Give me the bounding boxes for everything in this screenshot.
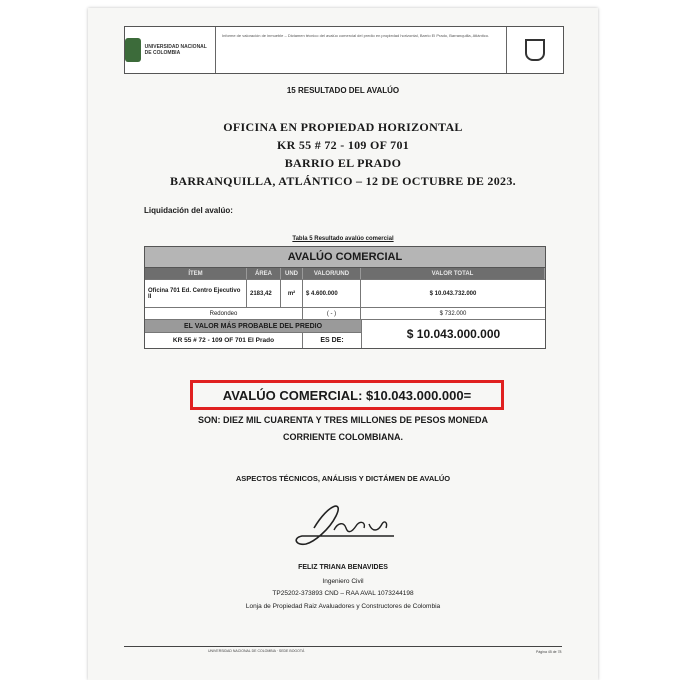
signature-image bbox=[274, 498, 414, 552]
header-cell: VALOR TOTAL bbox=[361, 268, 545, 279]
unit-cell: m² bbox=[281, 280, 303, 307]
es-de-label: ES DE: bbox=[320, 337, 344, 344]
item-cell: Oficina 701 Ed. Centro Ejecutivo II bbox=[145, 280, 247, 307]
address-row bbox=[145, 333, 361, 348]
amount-in-words-line: CORRIENTE COLOMBIANA. bbox=[283, 432, 403, 442]
shield-icon bbox=[525, 39, 545, 61]
header-body-text: Informe de valoración de inmueble – Dictamen técnico del avalúo comercial del predio en propiedad horizontal, Barrio El Prado, Barranquilla, Atlántico. bbox=[216, 27, 507, 73]
liquidacion-label: Liquidación del avalúo: bbox=[144, 206, 233, 215]
aspects-heading: ASPECTOS TÉCNICOS, ANÁLISIS Y DICTÁMEN DE AVALÚO bbox=[235, 474, 451, 483]
valuation-table bbox=[144, 246, 546, 349]
table-header-row bbox=[145, 268, 545, 280]
address-label: KR 55 # 72 - 109 OF 701 El Prado bbox=[145, 333, 303, 348]
probable-value-label: EL VALOR MÁS PROBABLE DEL PREDIO bbox=[183, 322, 323, 330]
property-title-line: BARRIO EL PRADO bbox=[284, 156, 402, 170]
signer-organization: Lonja de Propiedad Raiz Avaluadores y Constructores de Colombia bbox=[245, 603, 441, 610]
document-header bbox=[124, 26, 564, 74]
table-caption: Tabla 5 Resultado avalúo comercial bbox=[292, 236, 394, 242]
header-cell: ÍTEM bbox=[145, 268, 247, 279]
probable-value-row bbox=[145, 320, 361, 333]
property-title-line: OFICINA EN PROPIEDAD HORIZONTAL bbox=[223, 120, 463, 134]
seal-icon bbox=[125, 38, 141, 62]
rounding-row bbox=[145, 308, 545, 320]
header-crest bbox=[507, 27, 563, 73]
area-cell: 2183,42 bbox=[247, 280, 281, 307]
amount-in-words-line: SON: DIEZ MIL CUARENTA Y TRES MILLONES DE PESOS MONEDA bbox=[197, 415, 489, 425]
section-heading: 15 RESULTADO DEL AVALÚO bbox=[286, 86, 400, 95]
page-number: Página 45 de 78 bbox=[536, 650, 562, 654]
total-value-cell: $ 10.043.732.000 bbox=[429, 290, 477, 297]
highlighted-valuation bbox=[190, 380, 504, 410]
signer-license: TP25202-373893 CND – RAA AVAL 1073244198 bbox=[272, 590, 414, 597]
table-row bbox=[145, 280, 545, 308]
property-title-line: KR 55 # 72 - 109 OF 701 bbox=[276, 138, 410, 152]
rounding-label: Redondeo bbox=[145, 308, 303, 319]
header-cell: VALOR/UND bbox=[303, 268, 361, 279]
footer-text: UNIVERSIDAD NACIONAL DE COLOMBIA · SEDE BOGOTÁ bbox=[208, 649, 305, 653]
highlighted-valuation-text: AVALÚO COMERCIAL: $10.043.000.000= bbox=[222, 387, 472, 403]
property-title-block bbox=[88, 118, 598, 190]
rounding-sign: ( - ) bbox=[303, 308, 361, 319]
document-page bbox=[88, 8, 598, 680]
header-cell: UND bbox=[281, 268, 303, 279]
table-title: AVALÚO COMERCIAL bbox=[145, 247, 545, 268]
property-title-line: BARRANQUILLA, ATLÁNTICO – 12 DE OCTUBRE DE 2023. bbox=[170, 174, 516, 188]
university-logo bbox=[125, 27, 216, 73]
footer-rule bbox=[124, 646, 562, 647]
amount-in-words bbox=[88, 412, 598, 446]
final-value: $ 10.043.000.000 bbox=[406, 327, 501, 341]
university-name: UNIVERSIDAD NACIONAL DE COLOMBIA bbox=[144, 44, 207, 56]
signer-name: FELIZ TRIANA BENAVIDES bbox=[298, 564, 388, 571]
unit-value-cell: $ 4.600.000 bbox=[303, 280, 361, 307]
rounding-value: $ 732.000 bbox=[439, 310, 467, 317]
final-value-block bbox=[145, 320, 545, 348]
header-cell: ÁREA bbox=[247, 268, 281, 279]
signer-title: Ingeniero Civil bbox=[322, 578, 364, 585]
